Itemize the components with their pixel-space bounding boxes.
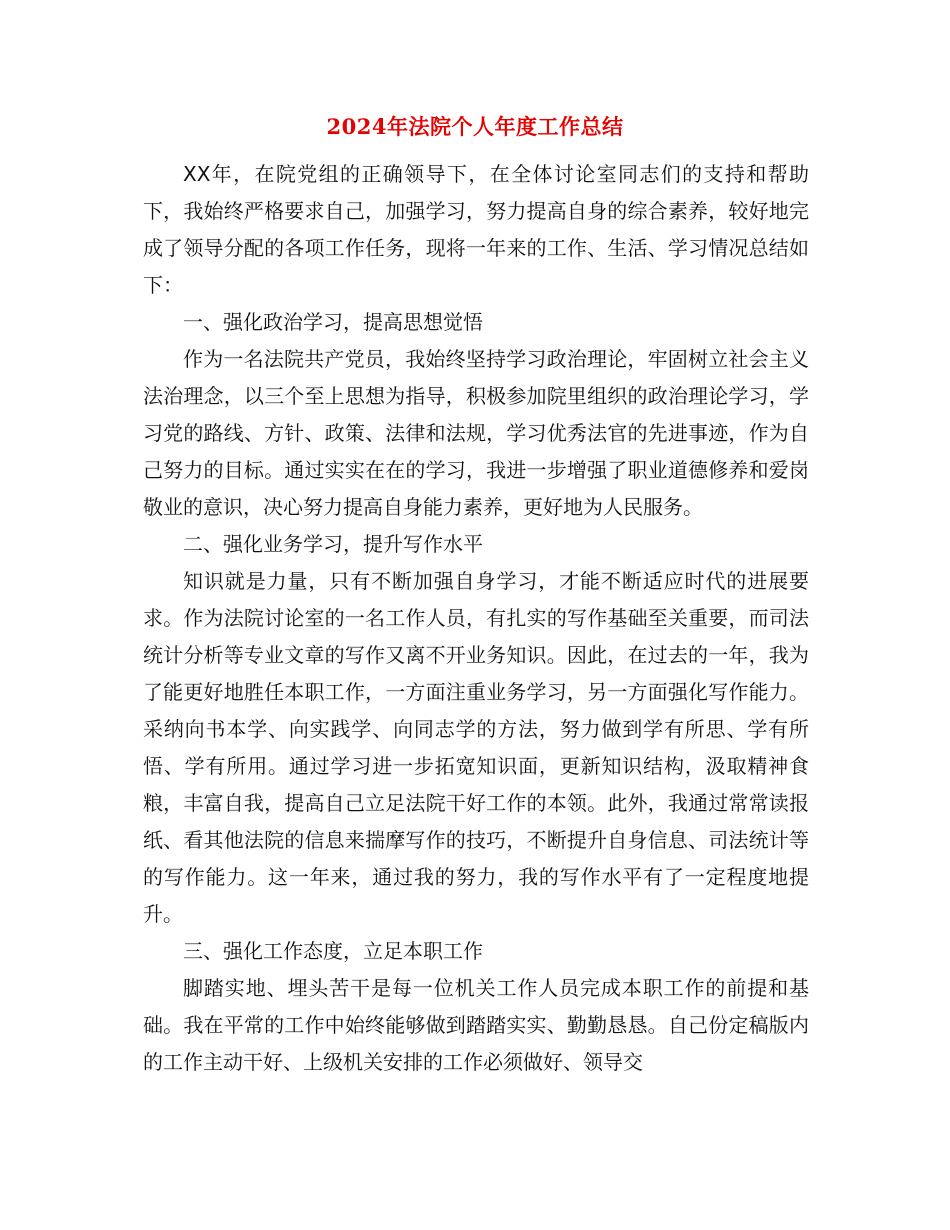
document-body (143, 156, 809, 1081)
paragraph-section-2: 知识就是力量，只有不断加强自身学习，才能不断适应时代的进展要求。作为法院讨论室的一名工作人员，有扎实的写作基础至关重要，而司法统计分析等专业文章的写作又离不开业务知识。因此，在过去的一年，我为了能更好地胜任本职工作，一方面注重业务学习，另一方面强化写作能力。采纳向书本学、向实践学、向同志学的方法，努力做到学有所思、学有所悟、学有所用。通过学习进一步拓宽知识面，更新知识结构，汲取精神食粮，丰富自我，提高自己立足法院干好工作的本领。此外，我通过常常读报纸、看其他法院的信息来揣摩写作的技巧，不断提升自身信息、司法统计等的写作能力。这一年来，通过我的努力，我的写作水平有了一定程度地提升。 (143, 569, 809, 926)
section-heading-3: 三、强化工作态度，立足本职工作 (183, 939, 483, 963)
paragraph-intro: XX年，在院党组的正确领导下，在全体讨论室同志们的支持和帮助下，我始终严格要求自己，加强学习，努力提高自身的综合素养，较好地完成了领导分配的各项工作任务，现将一年来的工作、生活、学习情况总结如下： (143, 162, 809, 297)
section-heading-2: 二、强化业务学习，提升写作水平 (183, 532, 483, 556)
section-heading-1: 一、强化政治学习，提高思想觉悟 (183, 310, 483, 334)
paragraph-section-3: 脚踏实地、埋头苦干是每一位机关工作人员完成本职工作的前提和基础。我在平常的工作中始终能够做到踏踏实实、勤勤恳恳。自己份定稿版内的工作主动干好、上级机关安排的工作必须做好、领导交 (143, 976, 809, 1074)
document-title: 2024年法院个人年度工作总结 (326, 114, 624, 139)
paragraph-section-1: 作为一名法院共产党员，我始终坚持学习政治理论，牢固树立社会主义法治理念，以三个至上思想为指导，积极参加院里组织的政治理论学习，学习党的路线、方针、政策、法律和法规，学习优秀法官的先进事迹，作为自己努力的目标。通过实实在在的学习，我进一步增强了职业道德修养和爱岗敬业的意识，决心努力提高自身能力素养，更好地为人民服务。 (143, 347, 809, 519)
